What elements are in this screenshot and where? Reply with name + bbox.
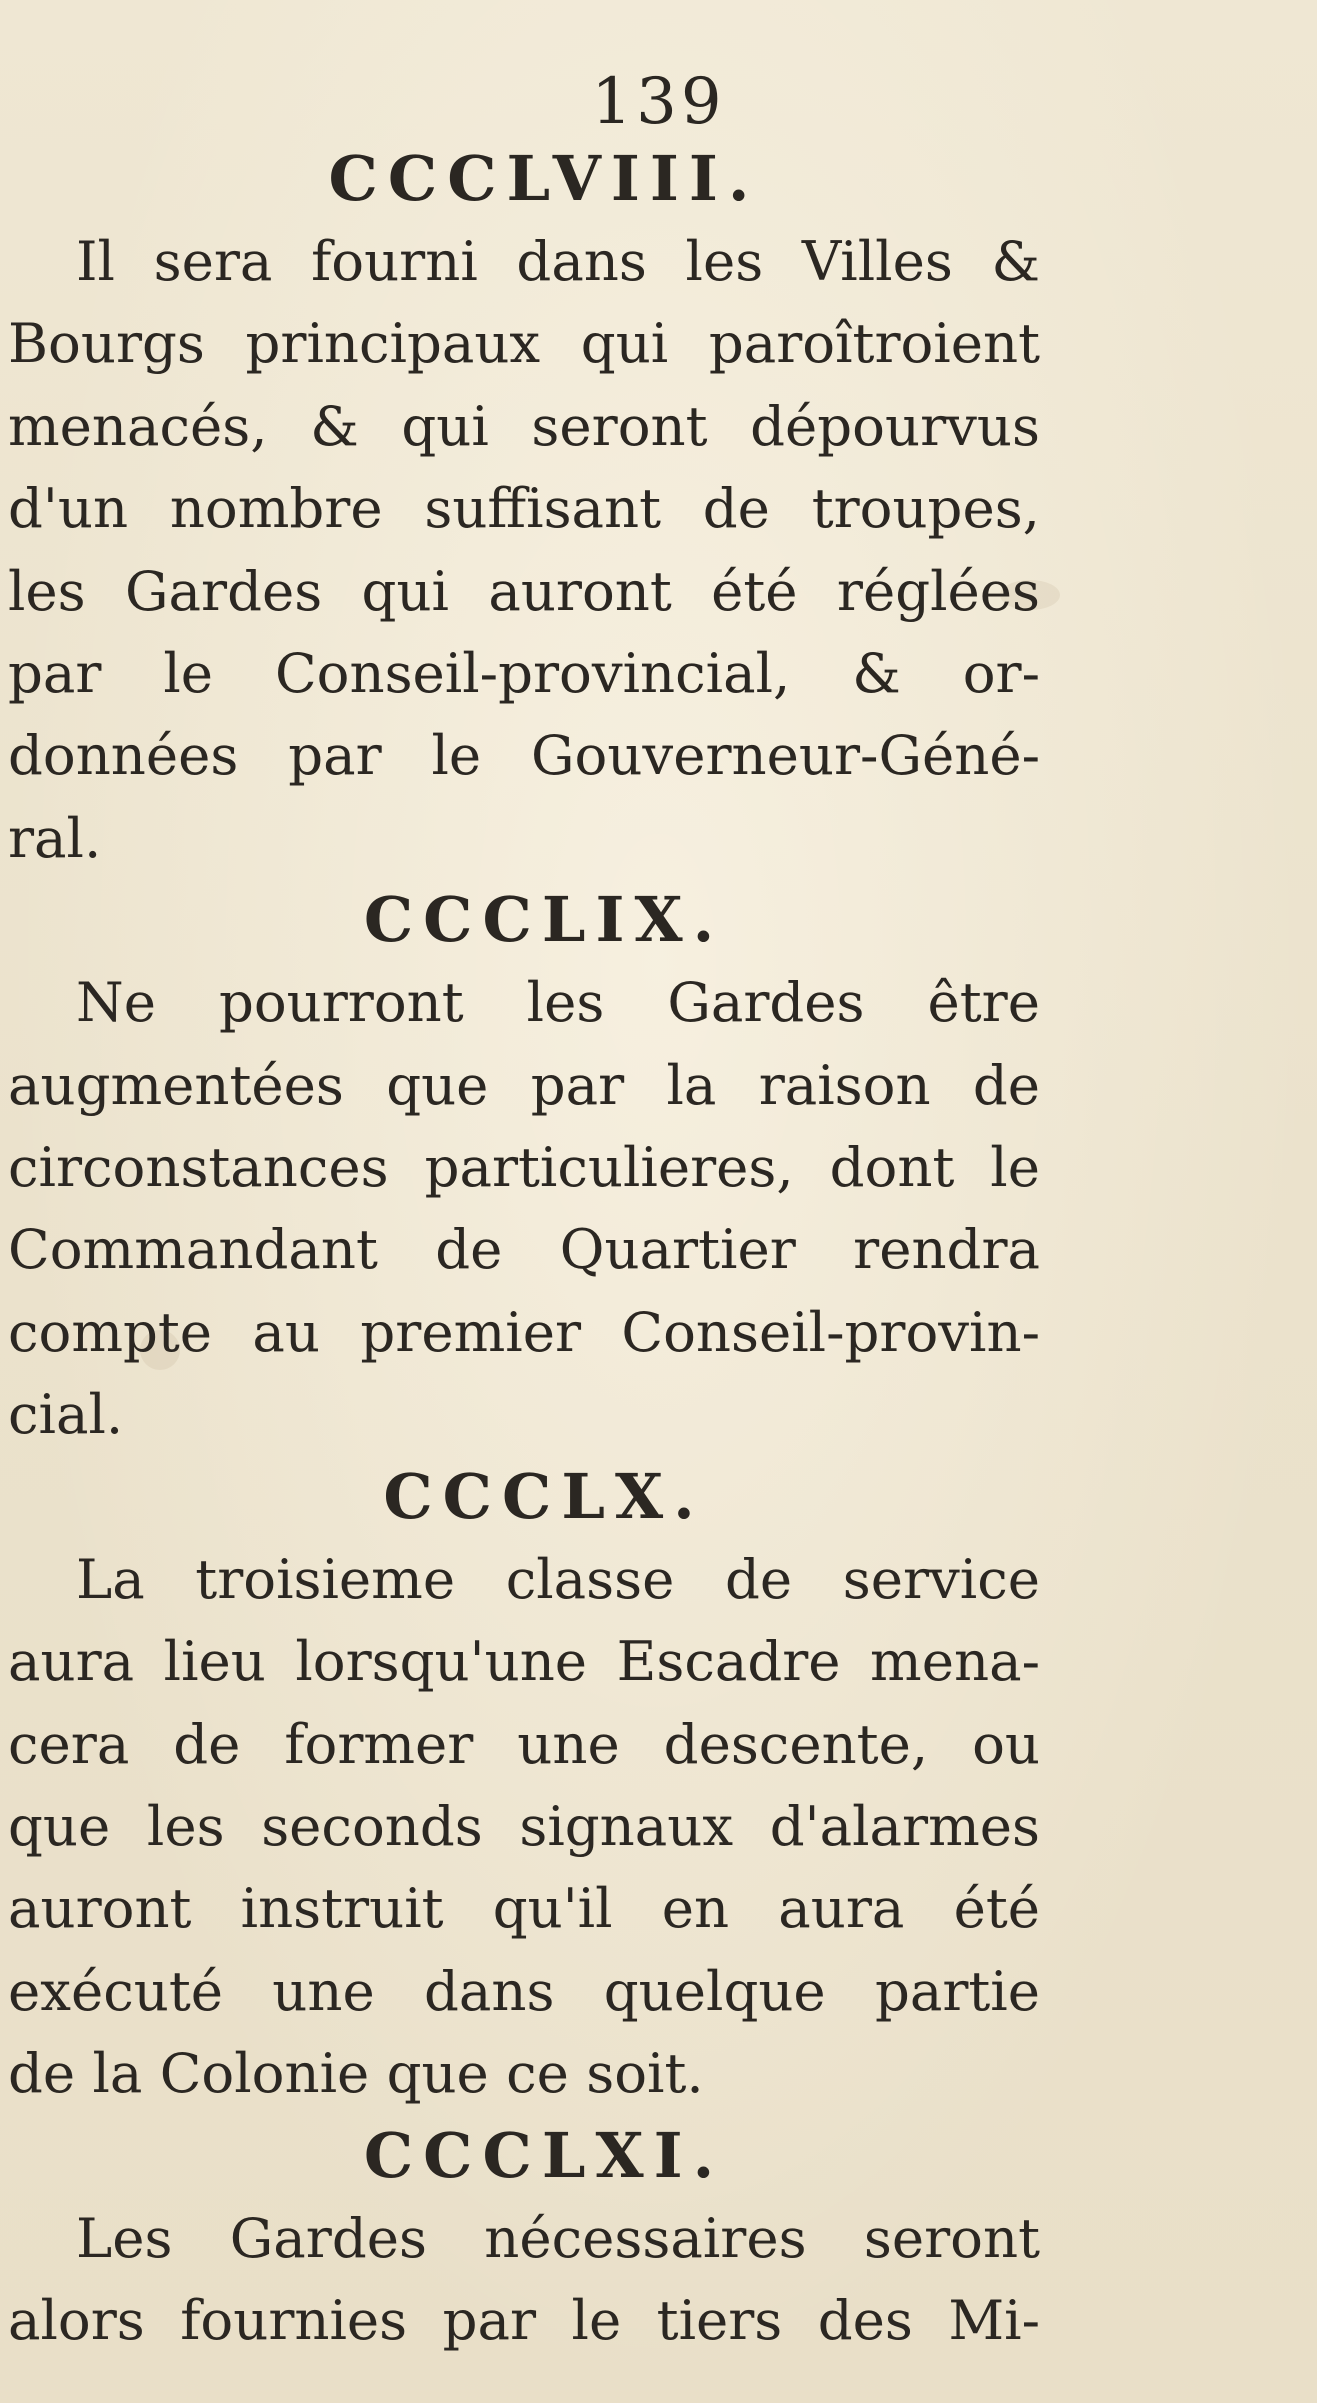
text-line: compte au premier Conseil-provin- xyxy=(8,1299,1040,1364)
text-line: Il sera fourni dans les Villes & xyxy=(76,229,1040,293)
article-paragraph xyxy=(8,220,1040,879)
article-heading: CCCLVIII. xyxy=(328,142,760,215)
text-line: ral. xyxy=(8,805,102,870)
text-line: par le Conseil-provincial, & or- xyxy=(8,641,1040,706)
text-line: Les Gardes nécessaires seront xyxy=(76,2205,1040,2270)
article-paragraph xyxy=(8,961,1040,1455)
text-line: auront instruit qu'il en aura été xyxy=(8,1876,1040,1941)
text-line: La troisieme classe de service xyxy=(76,1546,1040,1611)
text-body xyxy=(8,138,1040,2361)
text-line: aura lieu lorsqu'une Escadre mena- xyxy=(8,1629,1040,1694)
text-line: données par le Gouverneur-Géné- xyxy=(8,723,1040,788)
text-line: Ne pourront les Gardes être xyxy=(76,970,1040,1035)
text-line: que les seconds signaux d'alarmes xyxy=(8,1793,1040,1858)
text-line: circonstances particulieres, dont le xyxy=(8,1135,1040,1200)
page-number: 139 xyxy=(591,65,726,139)
text-line: cera de former une descente, ou xyxy=(8,1711,1040,1776)
text-line: Bourgs principaux qui paroîtroient xyxy=(8,311,1040,376)
text-line: de la Colonie que ce soit. xyxy=(8,2041,704,2106)
text-line: exécuté une dans quelque partie xyxy=(8,1958,1040,2023)
article-heading: CCCLIX. xyxy=(363,883,725,957)
article-heading: CCCLX. xyxy=(383,1459,705,1533)
text-line: d'un nombre suffisant de troupes, xyxy=(8,476,1040,541)
text-line: alors fournies par le tiers des Mi- xyxy=(8,2287,1040,2352)
article-paragraph xyxy=(8,2197,1040,2362)
article-heading: CCCLXI. xyxy=(363,2118,725,2192)
text-line: cial. xyxy=(8,1382,124,1447)
text-line: augmentées que par la raison de xyxy=(8,1052,1040,1117)
text-line: les Gardes qui auront été réglées xyxy=(8,558,1040,623)
article-paragraph xyxy=(8,1538,1040,2115)
text-line: Commandant de Quartier rendra xyxy=(8,1217,1040,1282)
text-line: menacés, & qui seront dépourvus xyxy=(8,393,1040,458)
